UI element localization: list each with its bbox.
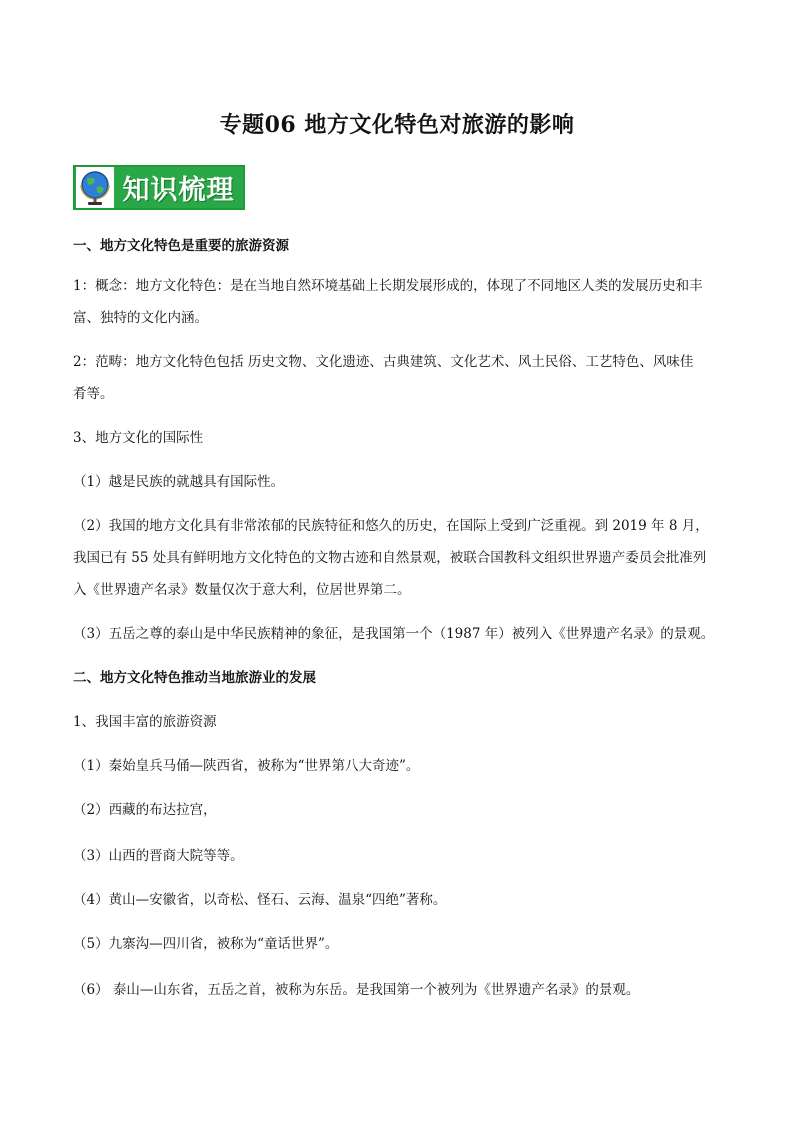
paragraph-line: 2：范畴：地方文化特色包括 历史文物、文化遗迹、古典建筑、文化艺术、风土民俗、工艺特色、风味佳	[73, 354, 694, 370]
badge-label: 知识梳理	[122, 175, 235, 206]
paragraph-line: （3）五岳之尊的泰山是中华民族精神的象征，是我国第一个（1987 年）被列入《世界遗产名录》的景观。	[73, 626, 715, 642]
section-heading-1: 一、地方文化特色是重要的旅游资源	[73, 238, 289, 254]
paragraph-line: 1：概念：地方文化特色：是在当地自然环境基础上长期发展形成的，体现了不同地区人类的发展历史和丰	[73, 278, 703, 294]
section-heading-2: 二、地方文化特色推动当地旅游业的发展	[73, 670, 316, 686]
paragraph-line: 富、独特的文化内涵。	[73, 310, 208, 326]
paragraph-line: 肴等。	[73, 386, 114, 402]
paragraph-line: 我国已有 55 处具有鲜明地方文化特色的文物古迹和自然景观，被联合国教科文组织世界遗产委员会批准列	[73, 550, 707, 566]
list-item: （1）秦始皇兵马俑—陕西省，被称为“世界第八大奇迹”。	[73, 758, 420, 774]
paragraph-line: （1）越是民族的就越具有国际性。	[73, 474, 285, 490]
globe-icon	[76, 167, 114, 208]
list-item: （3）山西的晋商大院等等。	[73, 848, 244, 864]
list-item: （6） 泰山—山东省，五岳之首，被称为东岳。是我国第一个被列为《世界遗产名录》的景观。	[73, 982, 640, 998]
paragraph-line: （2）我国的地方文化具有非常浓郁的民族特征和悠久的历史，在国际上受到广泛重视。到 2019 年 8 月，	[73, 518, 709, 534]
paragraph-line: 入《世界遗产名录》数量仅次于意大利，位居世界第二。	[73, 582, 411, 598]
list-item: （4）黄山—安徽省，以奇松、怪石、云海、温泉“四绝”著称。	[73, 892, 447, 908]
subheading: 1、我国丰富的旅游资源	[73, 714, 217, 730]
page-title: 专题06 地方文化特色对旅游的影响	[219, 112, 575, 138]
section-badge	[73, 165, 245, 210]
subheading: 3、地方文化的国际性	[73, 430, 204, 446]
list-item: （5）九寨沟—四川省，被称为“童话世界”。	[73, 936, 339, 952]
list-item: （2）西藏的布达拉宫，	[73, 802, 217, 818]
